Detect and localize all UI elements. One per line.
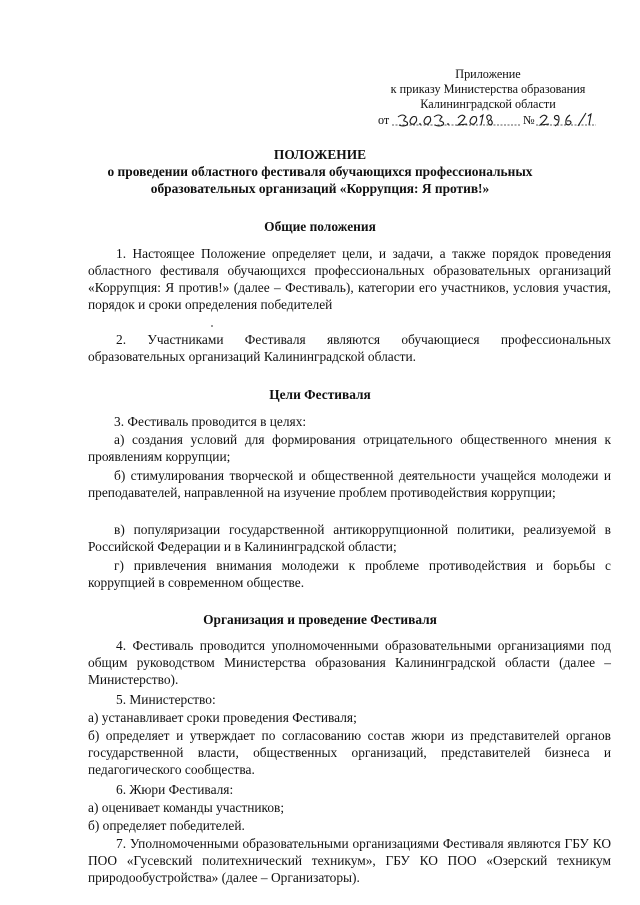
paragraph-6a: а) оценивает команды участников; (88, 800, 285, 815)
annex-block (372, 67, 604, 112)
section-heading-organization: Организация и проведение Фестиваля (203, 612, 437, 627)
section-heading-goals: Цели Фестиваля (269, 387, 371, 402)
number-prefix: № (523, 113, 535, 127)
paragraph-6b: б) определяет победителей. (88, 818, 245, 833)
annex-line-1: Приложение (455, 67, 521, 81)
handwritten-date-number-signature (378, 111, 608, 129)
paragraph-1: 1. Настоящее Положение определяет цели, и задачи, а также порядок проведения областного фестиваля обучающихся профессиональных образовательных организаций «Коррупция: Я против!» (далее – Фестиваль), категории его участников, условия участия, порядок и сроки определения победителей (88, 246, 611, 312)
date-prefix: от (378, 113, 390, 127)
paragraph-3: 3. Фестиваль проводится в целях: (114, 414, 307, 429)
annex-line-2: к приказу Министерства образования (390, 82, 586, 96)
paragraph-5: 5. Министерство: (116, 692, 216, 707)
document-title-line-1: о проведении областного фестиваля обучающихся профессиональных (107, 164, 533, 179)
annex-line-3: Калининградской области (420, 97, 556, 111)
paragraph-6: 6. Жюри Фестиваля: (116, 782, 234, 797)
order-date-number-line (378, 111, 608, 129)
document-heading: ПОЛОЖЕНИЕ (273, 147, 367, 162)
scan-speck (211, 325, 213, 327)
paragraph-3b: б) стимулирования творческой и общественной деятельности учащейся молодежи и преподавателей, направленной на изучение проблем противодействия коррупции; (88, 468, 611, 500)
paragraph-4: 4. Фестиваль проводится уполномоченными образовательными организациями под общим руководством Министерства образования Калининградской области (далее – Министерство). (88, 638, 611, 687)
paragraph-5b: б) определяет и утверждает по согласованию состав жюри из представителей органов государственной власти, общественных организаций, представителей бизнеса и педагогического сообщества. (88, 728, 611, 777)
paragraph-2: 2. Участниками Фестиваля являются обучающиеся профессиональных образовательных организаций Калининградской области. (88, 332, 611, 364)
paragraph-7: 7. Уполномоченными образовательными организациями Фестиваля являются ГБУ КО ПОО «Гусевский политехнический техникум», ГБУ КО ПОО «Озерский техникум природообустройства» (далее – Организаторы). (88, 836, 611, 885)
paragraph-3g: г) привлечения внимания молодежи к проблеме противодействия и борьбы с коррупцией в современном обществе. (88, 558, 611, 590)
paragraph-3v: в) популяризации государственной антикоррупционной политики, реализуемой в Российской Федерации и в Калининградской области; (88, 522, 611, 554)
section-heading-general: Общие положения (264, 219, 376, 234)
paragraph-5a: а) устанавливает сроки проведения Фестиваля; (88, 710, 357, 725)
document-title-line-2: образовательных организаций «Коррупция: Я против!» (150, 181, 490, 196)
paragraph-3a: а) создания условий для формирования отрицательного общественного мнения к проявлениям коррупции; (88, 432, 611, 464)
